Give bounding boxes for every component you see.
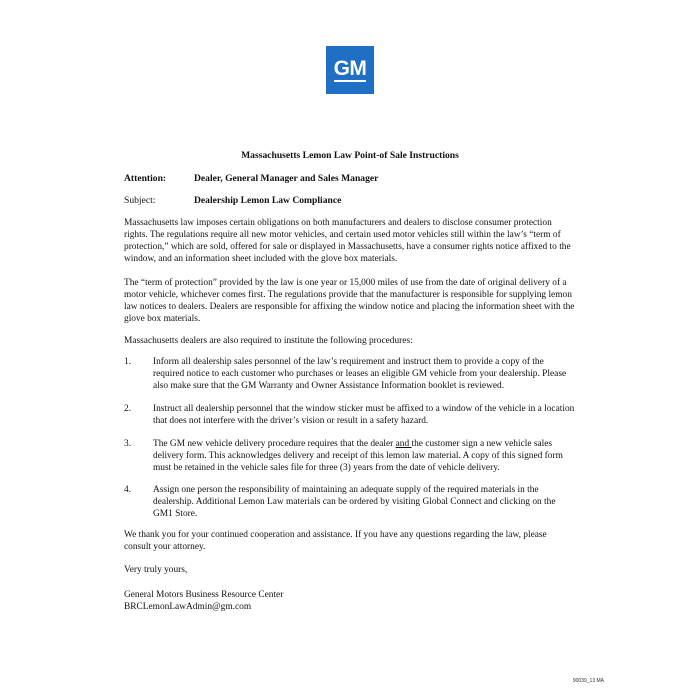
procedure-text-part: the customer sign a new vehicle sales delivery form. This acknowledges delivery and receipt of this lemon law material. A copy of this signed form must be retained in the vehicle sales file for three (3) years from the date of vehicle delivery. bbox=[153, 439, 563, 473]
signature-org: General Motors Business Resource Center bbox=[124, 590, 284, 600]
paragraph-procedures-intro: Massachusetts dealers are also required to institute the following procedures: bbox=[124, 336, 413, 346]
procedure-number: 4. bbox=[124, 485, 132, 495]
attention-line bbox=[124, 173, 378, 184]
signature-email: BRCLemonLawAdmin@gm.com bbox=[124, 602, 252, 612]
paragraph-term-of-protection: The “term of protection” provided by the law is one year or 15,000 miles of use from the date of original delivery of a motor vehicle, whichever comes first. The regulations provide that the manufacturer is responsible for supplying lemon law notices to dealers. Dealers are responsible for affixing the window notice and placing the information sheet with the glove box materials. bbox=[124, 278, 575, 324]
procedure-number: 1. bbox=[124, 357, 132, 367]
closing-line: Very truly yours, bbox=[124, 565, 188, 575]
procedure-text: Inform all dealership sales personnel of the law’s requirement and instruct them to provide a copy of the required notice to each customer who purchases or leases an eligible GM vehicle from your dealership. Please also make sure that the GM Warranty and Owner Assistance Information booklet is reviewed. bbox=[153, 357, 567, 391]
paragraph-thanks: We thank you for your continued cooperation and assistance. If you have any questions regarding the law, please consult your attorney. bbox=[124, 530, 547, 552]
footer-form-code: 90039_13 MA bbox=[572, 678, 604, 684]
procedure-number: 2. bbox=[124, 404, 132, 414]
subject-label: Subject: bbox=[124, 195, 156, 206]
paragraph-obligations: Massachusetts law imposes certain obligations on both manufacturers and dealers to disclose consumer protection rights. The regulations require all new motor vehicles, and certain used motor vehicles still within the law’s “term of protection,” which are sold, offered for sale or displayed in Massachusetts, have a consumer rights notice affixed to the window, and an information sheet included with the glove box materials. bbox=[124, 218, 571, 264]
gm-logo-text: GM bbox=[333, 57, 367, 80]
subject-value: Dealership Lemon Law Compliance bbox=[194, 195, 342, 206]
procedure-text bbox=[153, 438, 577, 474]
procedure-number: 3. bbox=[124, 439, 132, 449]
document-title: Massachusetts Lemon Law Point-of Sale Instructions bbox=[241, 150, 459, 161]
procedure-text: Instruct all dealership personnel that the window sticker must be affixed to a window of the vehicle in a location that does not interfere with the driver’s vision or result in a safety hazard. bbox=[153, 404, 575, 426]
procedure-text-part: The GM new vehicle delivery procedure requires that the dealer bbox=[153, 439, 396, 449]
procedure-text: Assign one person the responsibility of maintaining an adequate supply of the required materials in the dealership. Additional Lemon Law materials can be ordered by visiting Global Connect and clicking on the GM1 Store. bbox=[153, 485, 556, 519]
procedure-text-underlined: and bbox=[395, 439, 412, 449]
attention-label: Attention: bbox=[124, 173, 167, 184]
attention-value: Dealer, General Manager and Sales Manager bbox=[194, 173, 379, 184]
subject-line bbox=[124, 195, 341, 206]
gm-logo bbox=[326, 46, 374, 94]
